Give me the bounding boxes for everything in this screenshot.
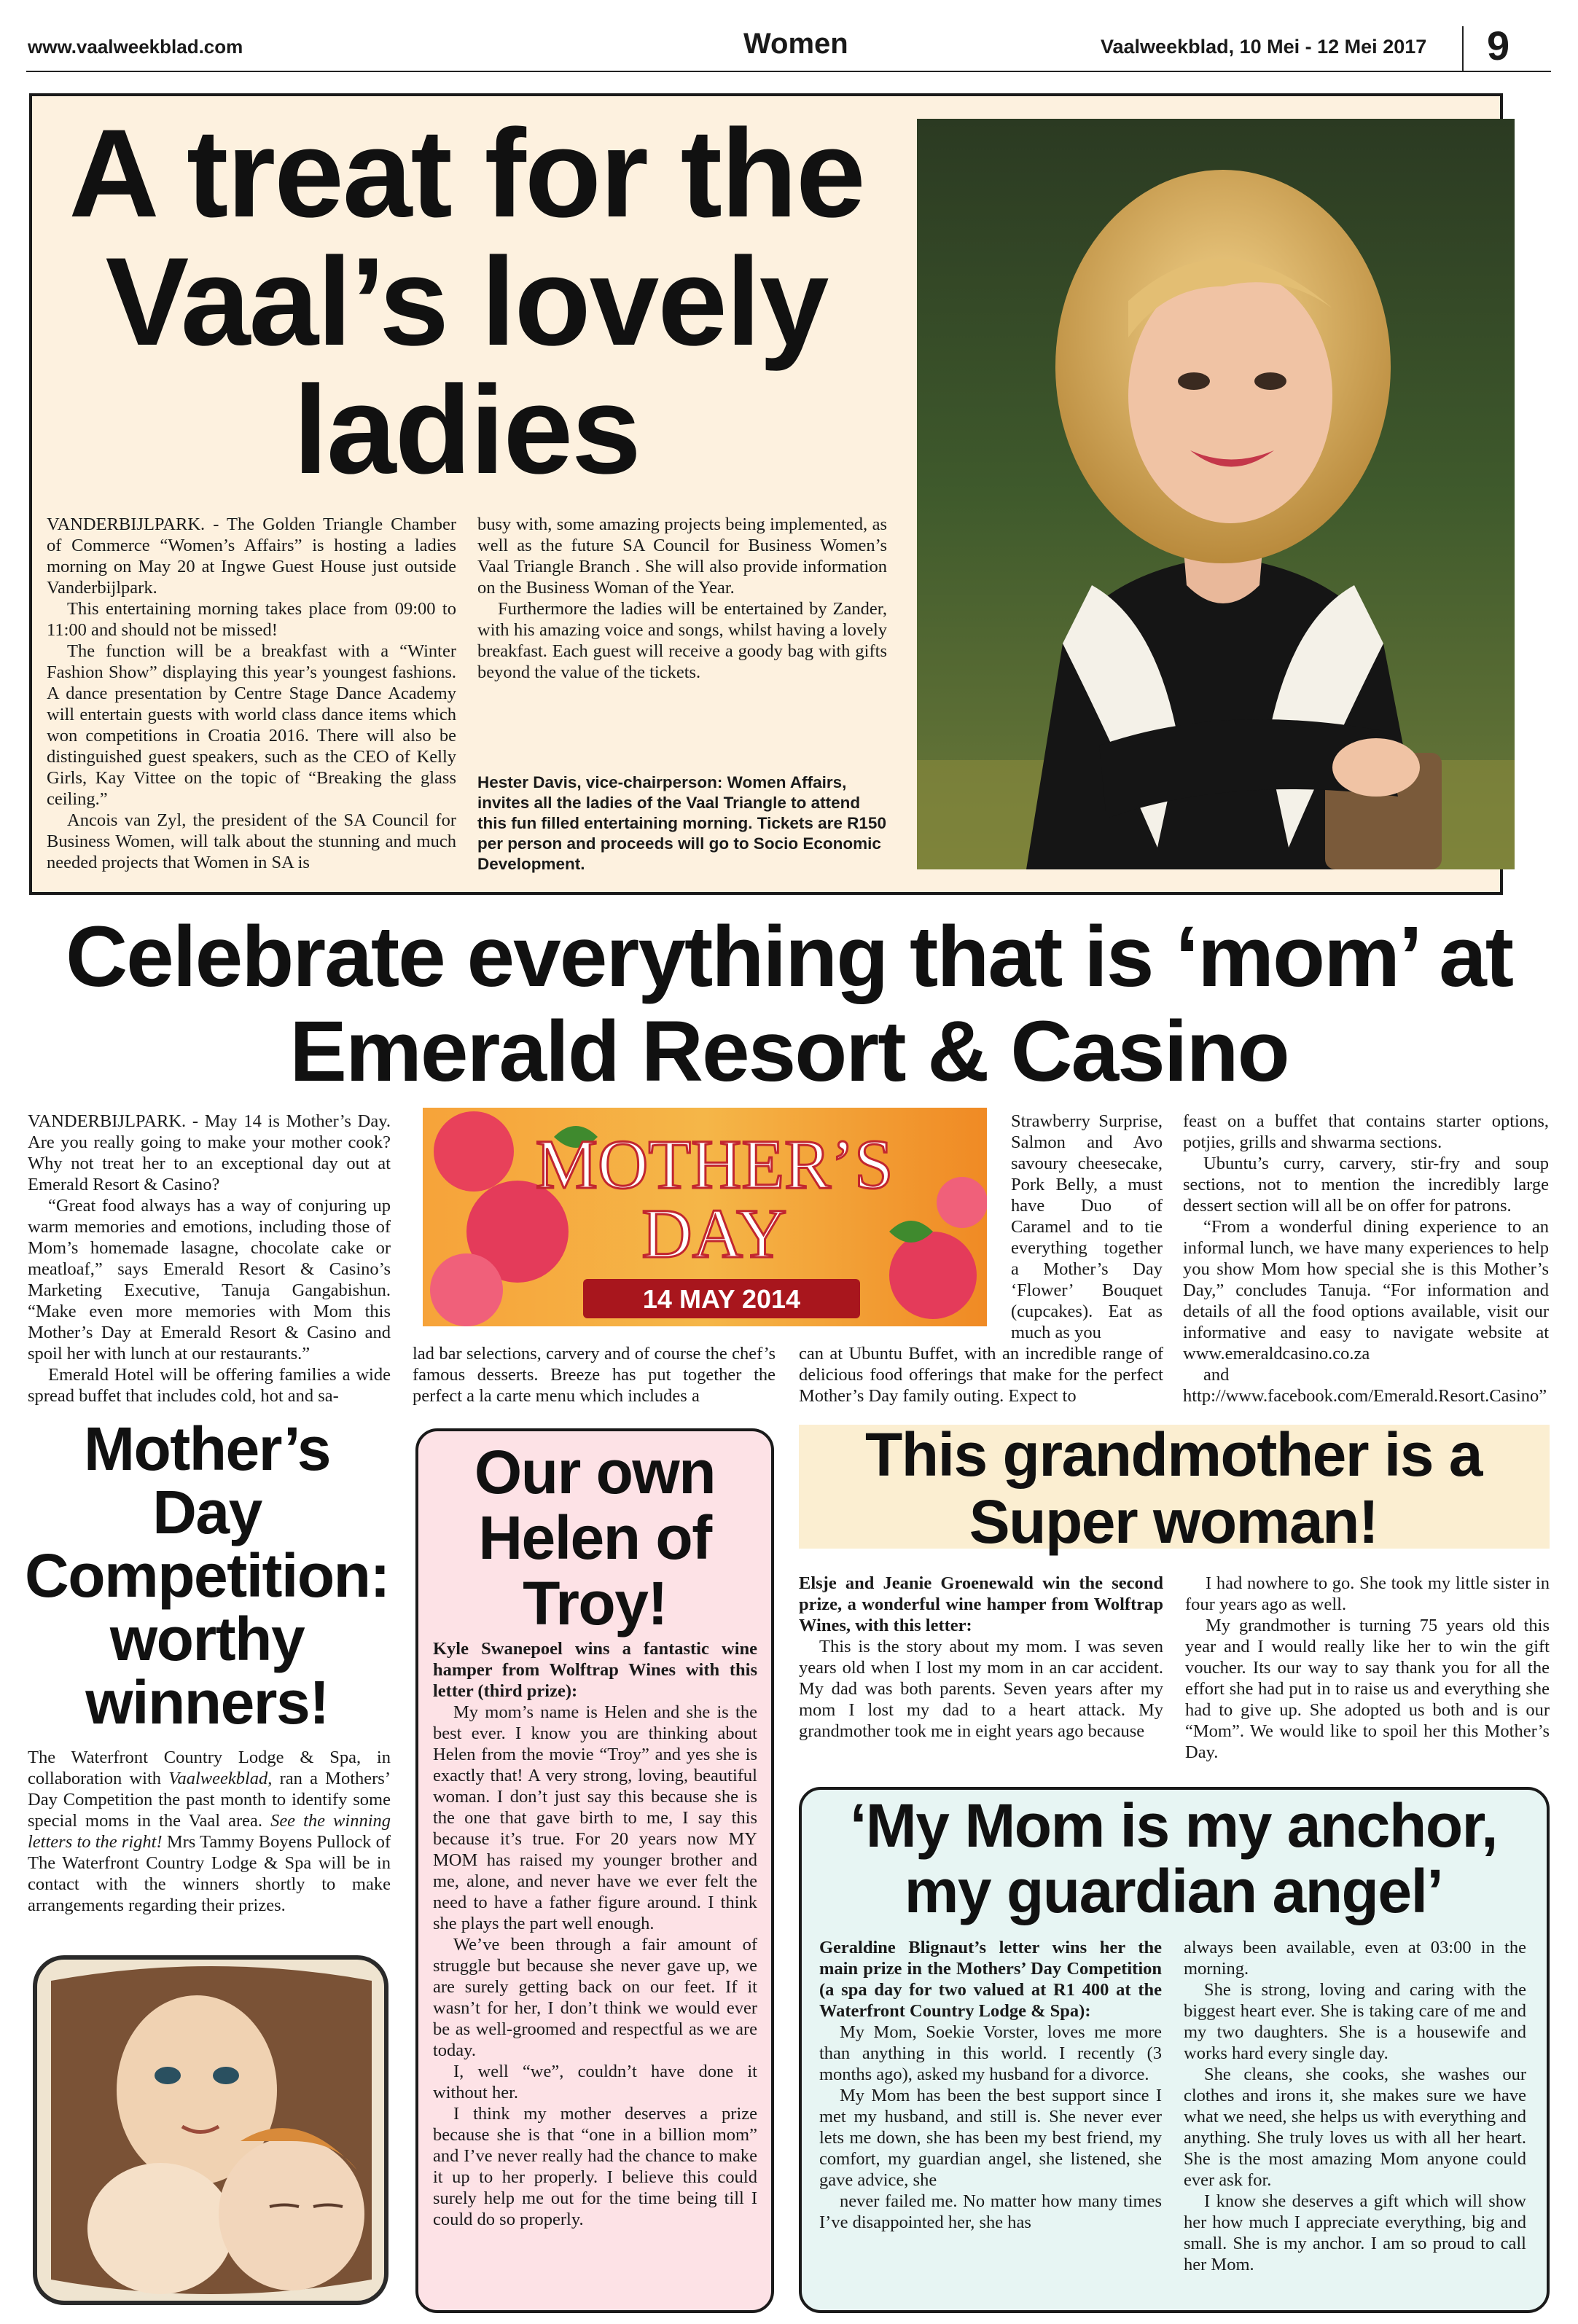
paragraph: feast on a buffet that contains starter options, potjies, grills and shwarma sections.: [1183, 1111, 1549, 1152]
photo-caption: Hester Davis, vice-chairperson: Women Affairs, invites all the ladies of the Vaal Triangle to attend this fun filled entertaining morning. Tickets are R150 per person and proceeds will go to Socio Economic Development.: [477, 773, 886, 873]
rose-icon: [889, 1232, 977, 1319]
text-span: The Waterfront Country Lodge & Spa, in collaboration with: [28, 1748, 391, 1788]
paragraph: “From a wonderful dining experience to an informal lunch, we have many experiences to help you show Mom how special she is this Mother’s Day,” concludes Tanuja. “For information and details of all the food options available, visit our informative and easy to navigate website at www.emeraldcasino.co.za: [1183, 1217, 1549, 1364]
paragraph: I think my mother deserves a prize because she is that “one in a billion mom” and I’ve never really had the chance to make it up to her properly. I believe this could surely help me out for the time being till I could do so properly.: [433, 2104, 757, 2229]
paragraph: I know she deserves a gift which will show her how much I appreciate everything, big and small. She is my anchor. I am so proud to call her Mom.: [1184, 2191, 1526, 2274]
paragraph: busy with, some amazing projects being implemented, as well as the future SA Council for Business Women’s Vaal Triangle Branch . She will also provide information on the Business Woman of the Year.: [477, 515, 887, 598]
lead-paragraph: Elsje and Jeanie Groenewald win the second prize, a wonderful wine hamper from Wolftrap Wines, with this letter:: [799, 1573, 1163, 1635]
face: [1128, 268, 1332, 523]
header-rule: [26, 71, 1551, 72]
rose-icon: [937, 1177, 987, 1228]
child-face: [219, 2137, 364, 2290]
paragraph: I, well “we”, couldn’t have done it without her.: [433, 2062, 757, 2102]
section-title: Women: [743, 28, 848, 60]
paragraph: My Mom has been the best support since I met my husband, and still is. She never ever lets me down, she has been my best friend, my comfort, my guardian angel, she listened, she gave advice, she: [819, 2086, 1162, 2190]
paragraph: The function will be a breakfast with a “Winter Fashion Show” displaying this year’s youngest fashions. A dance presentation by Centre Stage Dance Academy will entertain guests with world class dance items which won competitions in Croatia 2016. There will also be distinguished guest speakers, such as the CEO of Kelly Girls, Kay Vittee on the topic of “Breaking the glass ceiling.”: [47, 641, 456, 809]
paragraph: never failed me. No matter how many times I’ve disappointed her, she has: [819, 2191, 1162, 2232]
text-span: See the winning letters to the right!: [28, 1811, 391, 1852]
paragraph: Furthermore the ladies will be entertained by Zander, with his amazing voice and songs, whilst having a lovely breakfast. Each guest will receive a goody bag with gifts beyond the value of the tickets.: [477, 599, 887, 682]
paragraph: “Great food always has a way of conjuring up warm memories and emotions, including those of Mom’s homemade lasagne, chocolate cake or meatloaf,” says Emerald Resort & Casino’s Marketing Executive, Tanuja Gangabishun. “Make even more memories with Mom this Mother’s Day at Emerald Resort & Casino and spoil her with lunch at our restaurants.”: [28, 1196, 391, 1364]
rose-icon: [434, 1111, 514, 1192]
child-face: [87, 2163, 233, 2294]
paragraph: She is strong, loving and caring with the biggest heart ever. She is taking care of me and my two daughters. She is a housewife and works hard every single day.: [1184, 1980, 1526, 2063]
text-span: , ran a Mothers’ Day Competition the past month to identify some special moms in the Vaal area.: [28, 1769, 391, 1831]
paragraph: My mom’s name is Helen and she is the best ever. I know you are thinking about Helen from the movie “Troy” and yes she is exactly that! A very strong, loving, beautiful woman. I don’t just say this because she is the one that gave birth to me, I say this because it’s true. For 20 years now MY MOM has raised my younger brother and me, alone, and never have we ever felt the need to have a father figure around. I think she plays the part well enough.: [433, 1702, 757, 1933]
paragraph: This entertaining morning takes place from 09:00 to 11:00 and should not be missed!: [47, 599, 456, 640]
paragraph: VANDERBIJLPARK. - May 14 is Mother’s Day. Are you really going to make your mother cook? Why not treat her to an exceptional day out at Emerald Resort & Casino?: [28, 1111, 391, 1194]
paragraph: always been available, even at 03:00 in the morning.: [1184, 1938, 1526, 1979]
paragraph: [28, 1747, 391, 1916]
paragraph: My grandmother is turning 75 years old this year and I would really like her to win the gift voucher. Its our way to say thank you for all the effort she had put in to raise us and everything she had to give up. She adopted us both and is our “Mom”. We would like to spoil her this Mother’s Day.: [1185, 1616, 1550, 1762]
article-headline: ‘My Mom is my anchor, my guardian angel’: [849, 1791, 1498, 1925]
portrait-photo: [917, 119, 1515, 869]
article-column: [799, 1573, 1163, 1742]
paragraph: She cleans, she cooks, she washes our clothes and irons it, she makes sure we have what we need, she helps us with everything and anything. She truly loves us with all her heart. She is the most amazing Mom anyone could ever ask for.: [1184, 2065, 1526, 2190]
article-column: [433, 1638, 757, 2230]
paragraph: Ubuntu’s curry, carvery, stir-fry and soup sections, not to mention the incredibly large dessert section will all be on offer for patrons.: [1183, 1154, 1549, 1216]
banner-title: MOTHER’S: [535, 1125, 894, 1203]
page-number: 9: [1487, 23, 1510, 69]
article-column: [1185, 1573, 1550, 1763]
publication-name: Vaalweekblad: [168, 1769, 268, 1788]
paragraph: and http://www.facebook.com/Emerald.Resort.Casino”: [1183, 1365, 1547, 1406]
mother-child-painting: [29, 1952, 392, 2309]
rose-icon: [430, 1253, 503, 1326]
paragraph: can at Ubuntu Buffet, with an incredible range of delicious food offerings that make for the perfect Mother’s Day family outing. Expect to: [799, 1344, 1163, 1406]
article-column: [1183, 1111, 1549, 1406]
article-column: [477, 514, 887, 683]
article-column: [799, 1343, 1163, 1406]
article-column: [819, 1937, 1162, 2233]
article-column: [413, 1343, 776, 1406]
banner-title: DAY: [641, 1194, 787, 1272]
article-headline: A treat for the Vaal’s lovely ladies: [69, 103, 864, 500]
paragraph: This is the story about my mom. I was seven years old when I lost my mom in an car accident. My dad was both parents. Seven years after my mom I lost my dad to a heart attack. My grandmother took me in eight years ago because: [799, 1637, 1163, 1741]
paragraph: Emerald Hotel will be offering families a wide spread buffet that includes cold, hot and sa-: [28, 1365, 391, 1406]
article-column: [47, 514, 456, 873]
paragraph: Strawberry Surprise, Salmon and Avo savoury cheesecake, Pork Belly, a must have Duo of Caramel and to tie everything together a Mother’s Day ‘Flower’ Bouquet (cupcakes). Eat as much as you: [1011, 1111, 1163, 1342]
paragraph: VANDERBIJLPARK. - The Golden Triangle Chamber of Commerce “Women’s Affairs” is hosting a ladies morning on May 20 at Ingwe Guest House just outside Vanderbijlpark.: [47, 515, 456, 598]
dateline: Vaalweekblad, 10 Mei - 12 Mei 2017: [1101, 36, 1427, 58]
banner-date: 14 MAY 2014: [642, 1284, 801, 1314]
paragraph: We’ve been through a fair amount of struggle but because she never gave up, we are surely getting back on our feet. If it wasn’t for her, I don’t think we would ever be as well-groomed and respectful as we are today.: [433, 1935, 757, 2060]
article-headline: Mother’s Day Competition: worthy winners!: [25, 1415, 389, 1737]
lead-paragraph: Kyle Swanepoel wins a fantastic wine hamper from Wolftrap Wines with this letter (third prize):: [433, 1639, 757, 1701]
mothers-day-banner: [423, 1108, 987, 1326]
paragraph: My Mom, Soekie Vorster, loves me more than anything in this world. I recently (3 months ago), asked my husband for a divorce.: [819, 2022, 1162, 2084]
paragraph: lad bar selections, carvery and of course the chef’s famous desserts. Breeze has put together the perfect a la carte menu which includes a: [413, 1344, 776, 1406]
article-column: [28, 1111, 391, 1406]
article-headline: This grandmother is a Super woman!: [865, 1420, 1482, 1556]
article-column: [28, 1747, 391, 1916]
article-headline: Celebrate everything that is ‘mom’ at Emerald Resort & Casino: [65, 909, 1513, 1100]
text-span: Mrs Tammy Boyens Pullock of The Waterfront Country Lodge & Spa will be in contact with the winners shortly to make arrangements regarding their prizes.: [28, 1832, 391, 1915]
lead-paragraph: Geraldine Blignaut’s letter wins her the main prize in the Mothers’ Day Competition (a spa day for two valued at R1 400 at the Waterfront Country Lodge & Spa):: [819, 1938, 1162, 2021]
paragraph: Ancois van Zyl, the president of the SA Council for Business Women, will talk about the stunning and much needed projects that Women in SA is: [47, 810, 456, 872]
article-headline: Our own Helen of Troy!: [474, 1438, 716, 1638]
article-column: [1184, 1937, 1526, 2275]
page-number-divider: [1462, 26, 1464, 71]
paragraph: I had nowhere to go. She took my little sister in four years ago as well.: [1185, 1573, 1550, 1614]
article-column: [1011, 1111, 1163, 1343]
website-url[interactable]: www.vaalweekblad.com: [28, 36, 243, 58]
